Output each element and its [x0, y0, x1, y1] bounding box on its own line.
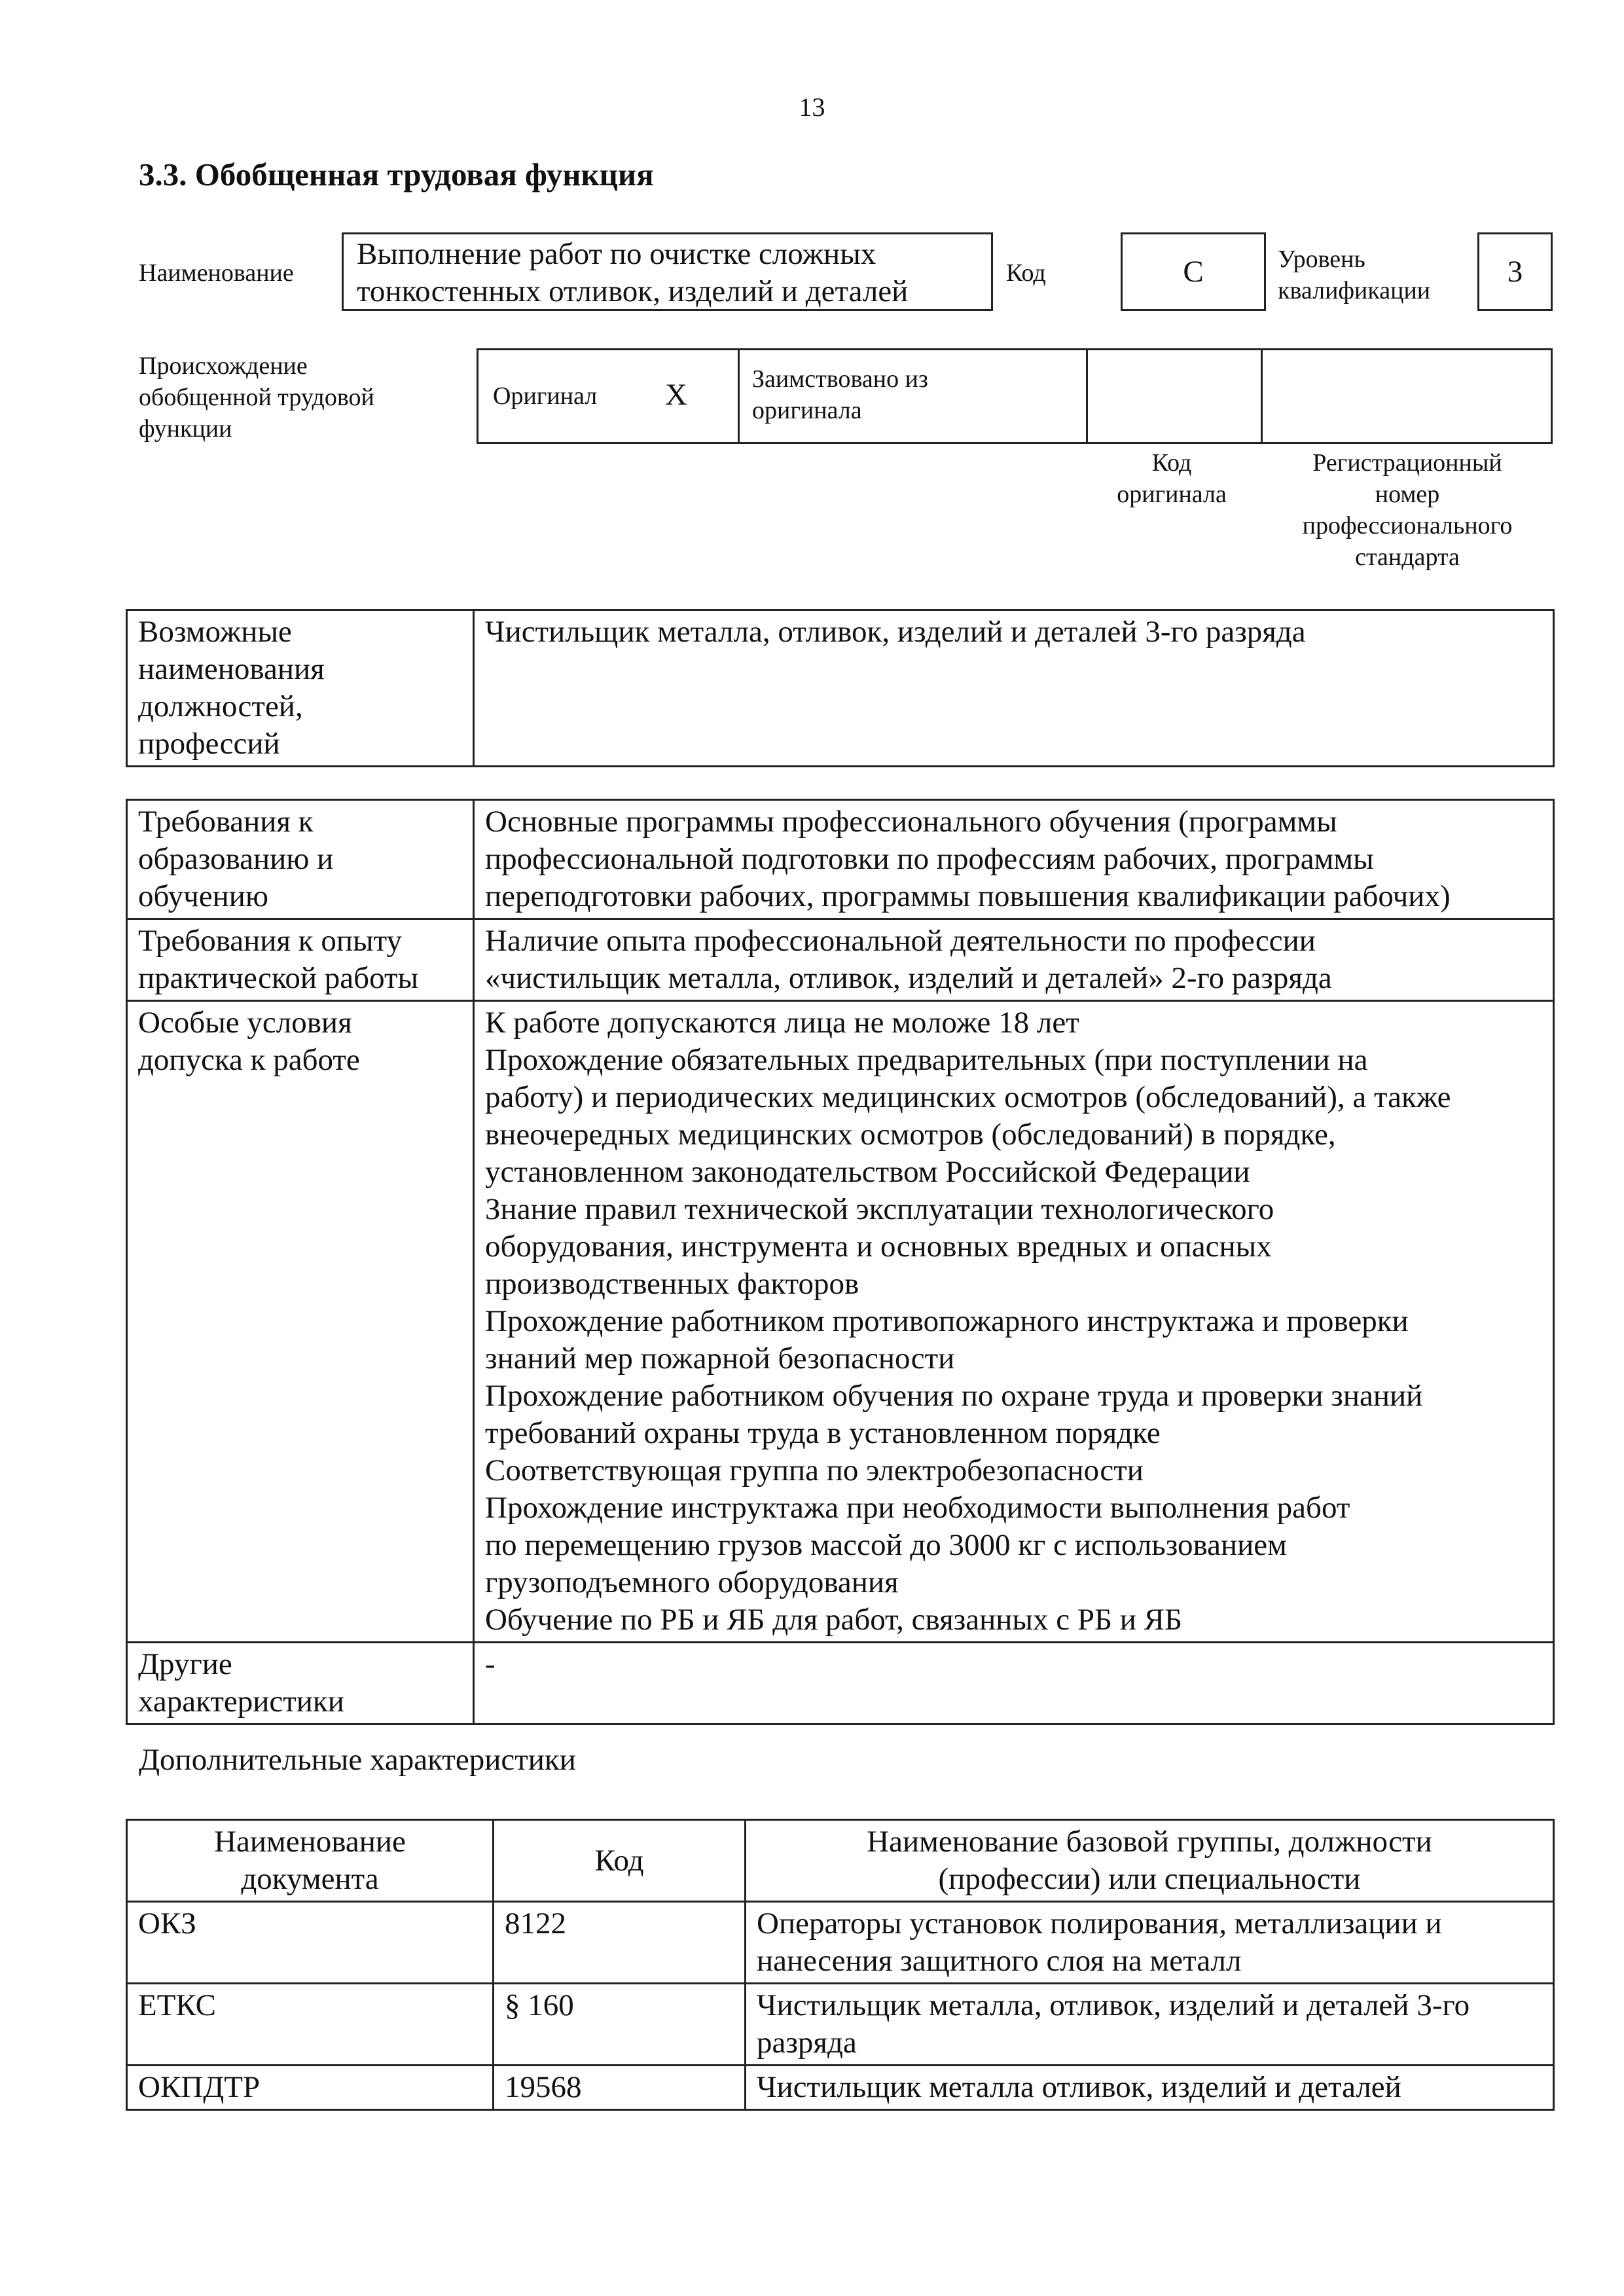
row-doc: ОКЗ	[127, 1902, 494, 1984]
requirement-label	[127, 800, 474, 919]
requirement-value-line: производственных факторов	[485, 1267, 859, 1301]
requirement-value-line: Знание правил технической эксплуатации технологического	[485, 1192, 1274, 1226]
requirement-value-line: переподготовки рабочих, программы повышения квалификации рабочих)	[485, 879, 1451, 913]
reg-caption-line-2: номер	[1375, 481, 1440, 508]
table-row	[127, 1984, 1554, 2066]
additional-table	[126, 1819, 1555, 2111]
requirement-value-line: работу) и периодических медицинских осмотров (обследований), а также	[485, 1080, 1451, 1114]
row-doc: ЕТКС	[127, 1984, 494, 2066]
requirement-label	[127, 1643, 474, 1724]
page-number: 13	[799, 92, 825, 122]
requirements-table	[126, 799, 1555, 1725]
origin-label	[139, 350, 374, 445]
original-mark: X	[665, 378, 687, 412]
requirement-row-experience	[127, 919, 1554, 1001]
origin-box	[477, 348, 1553, 444]
positions-table	[126, 609, 1555, 767]
positions-label-line: должностей,	[138, 689, 303, 723]
requirement-value-line: Основные программы профессионального обучения (программы	[485, 805, 1337, 839]
requirement-value-line: знаний мер пожарной безопасности	[485, 1341, 955, 1376]
row-name-line: Чистильщик металла, отливок, изделий и деталей 3-го	[757, 1988, 1470, 2022]
requirement-value-line: внеочередных медицинских осмотров (обследований) в порядке,	[485, 1118, 1336, 1152]
borrowed-label-line-1: Заимствовано из	[752, 365, 928, 393]
reg-caption-line-4: стандарта	[1355, 543, 1460, 571]
header-document	[127, 1820, 494, 1902]
origin-label-line-3: функции	[139, 415, 232, 443]
name-label: Наименование	[139, 259, 294, 287]
requirement-label-line: Особые условия	[138, 1006, 352, 1040]
name-value-line-1: Выполнение работ по очистке сложных	[357, 237, 876, 271]
requirement-label-line: характеристики	[138, 1685, 344, 1719]
positions-label	[127, 610, 474, 767]
requirement-value-line: «чистильщик металла, отливок, изделий и деталей» 2-го разряда	[485, 961, 1332, 995]
row-code: 8122	[494, 1902, 746, 1984]
requirement-value-line: Наличие опыта профессиональной деятельности по профессии	[485, 924, 1316, 958]
positions-label-line: профессий	[138, 727, 280, 761]
row-doc: ОКПДТР	[127, 2066, 494, 2110]
origin-label-line-2: обобщенной трудовой	[139, 384, 374, 411]
row-code: § 160	[494, 1984, 746, 2066]
code-caption-line-1: Код	[1151, 449, 1192, 477]
additional-header-row	[127, 1820, 1554, 1902]
requirement-value-line: по перемещению грузов массой до 3000 кг с использованием	[485, 1528, 1287, 1562]
requirement-value	[474, 1001, 1554, 1643]
requirement-value-line: Прохождение работником противопожарного инструктажа и проверки	[485, 1304, 1409, 1338]
code-caption	[1074, 447, 1270, 510]
requirement-value	[474, 919, 1554, 1001]
requirement-value-line: К работе допускаются лица не моложе 18 лет	[485, 1006, 1079, 1040]
header-line: (профессии) или специальности	[938, 1862, 1361, 1896]
requirement-label-line: Другие	[138, 1647, 232, 1681]
level-label-line-1: Уровень	[1278, 246, 1365, 273]
requirement-value-line: грузоподъемного оборудования	[485, 1565, 899, 1599]
row-name-line: Операторы установок полирования, металлизации и	[757, 1906, 1442, 1941]
header-line: Наименование	[214, 1825, 406, 1859]
requirement-value-line: Обучение по РБ и ЯБ для работ, связанных с РБ и ЯБ	[485, 1603, 1182, 1637]
requirement-label-line: Требования к	[138, 805, 314, 839]
requirement-value-line: Прохождение инструктажа при необходимости выполнения работ	[485, 1491, 1350, 1525]
requirement-value	[474, 1643, 1554, 1724]
positions-value: Чистильщик металла, отливок, изделий и деталей 3-го разряда	[474, 610, 1554, 767]
header-line: Наименование базовой группы, должности	[867, 1825, 1432, 1859]
row-name	[746, 2066, 1554, 2110]
section-heading: 3.3. Обобщенная трудовая функция	[139, 156, 654, 192]
row-name	[746, 1902, 1554, 1984]
name-value-box	[342, 232, 993, 311]
requirement-label	[127, 919, 474, 1001]
level-label-line-2: квалификации	[1278, 277, 1431, 304]
positions-row	[127, 610, 1554, 767]
code-caption-line-2: оригинала	[1117, 481, 1227, 508]
requirement-label-line: обучению	[138, 879, 269, 913]
requirement-label-line: Требования к опыту	[138, 924, 403, 958]
borrowed-label	[752, 363, 928, 426]
header-line: документа	[241, 1862, 379, 1896]
requirement-value-line: Соответствующая группа по электробезопасности	[485, 1453, 1144, 1487]
requirement-value-line: требований охраны труда в установленном порядке	[485, 1416, 1161, 1450]
requirement-value-line: Прохождение работником обучения по охране труда и проверки знаний	[485, 1379, 1423, 1413]
requirement-label-line: образованию и	[138, 842, 334, 876]
table-row	[127, 1902, 1554, 1984]
level-label	[1278, 244, 1430, 306]
row-name-line: разряда	[757, 2026, 857, 2060]
code-value: C	[1183, 254, 1204, 289]
requirement-value-line: -	[485, 1647, 496, 1681]
requirement-row-special-conditions	[127, 1001, 1554, 1643]
requirement-row-other	[127, 1643, 1554, 1724]
header-group-name	[746, 1820, 1554, 1902]
registration-caption	[1263, 447, 1551, 573]
positions-label-line: наименования	[138, 652, 325, 686]
positions-label-line: Возможные	[138, 615, 292, 649]
requirement-value-line: профессиональной подготовки по профессиям рабочих, программы	[485, 842, 1374, 876]
origin-label-line-1: Происхождение	[139, 352, 308, 380]
table-row	[127, 2066, 1554, 2110]
requirement-label-line: практической работы	[138, 961, 419, 995]
requirement-label	[127, 1001, 474, 1643]
reg-caption-line-3: профессионального	[1302, 512, 1513, 539]
requirement-row-education	[127, 800, 1554, 919]
requirement-value-line: установленном законодательством Российской Федерации	[485, 1155, 1250, 1189]
row-name-line: нанесения защитного слоя на металл	[757, 1944, 1242, 1978]
additional-title: Дополнительные характеристики	[139, 1743, 576, 1777]
borrowed-label-line-2: оригинала	[752, 397, 862, 424]
code-label: Код	[1006, 259, 1046, 287]
requirement-value-line: Прохождение обязательных предварительных (при поступлении на	[485, 1043, 1368, 1077]
row-name-line: Чистильщик металла отливок, изделий и деталей	[757, 2070, 1401, 2104]
requirement-label-line: допуска к работе	[138, 1043, 360, 1077]
original-label: Оригинал	[493, 382, 598, 410]
level-value-box	[1477, 232, 1553, 311]
header-code: Код	[494, 1820, 746, 1902]
row-code: 19568	[494, 2066, 746, 2110]
requirement-value	[474, 800, 1554, 919]
code-value-box	[1121, 232, 1266, 311]
requirement-value-line: оборудования, инструмента и основных вредных и опасных	[485, 1230, 1272, 1264]
reg-caption-line-1: Регистрационный	[1312, 449, 1502, 477]
level-value: 3	[1507, 254, 1523, 289]
name-value-line-2: тонкостенных отливок, изделий и деталей	[357, 274, 909, 308]
row-name	[746, 1984, 1554, 2066]
